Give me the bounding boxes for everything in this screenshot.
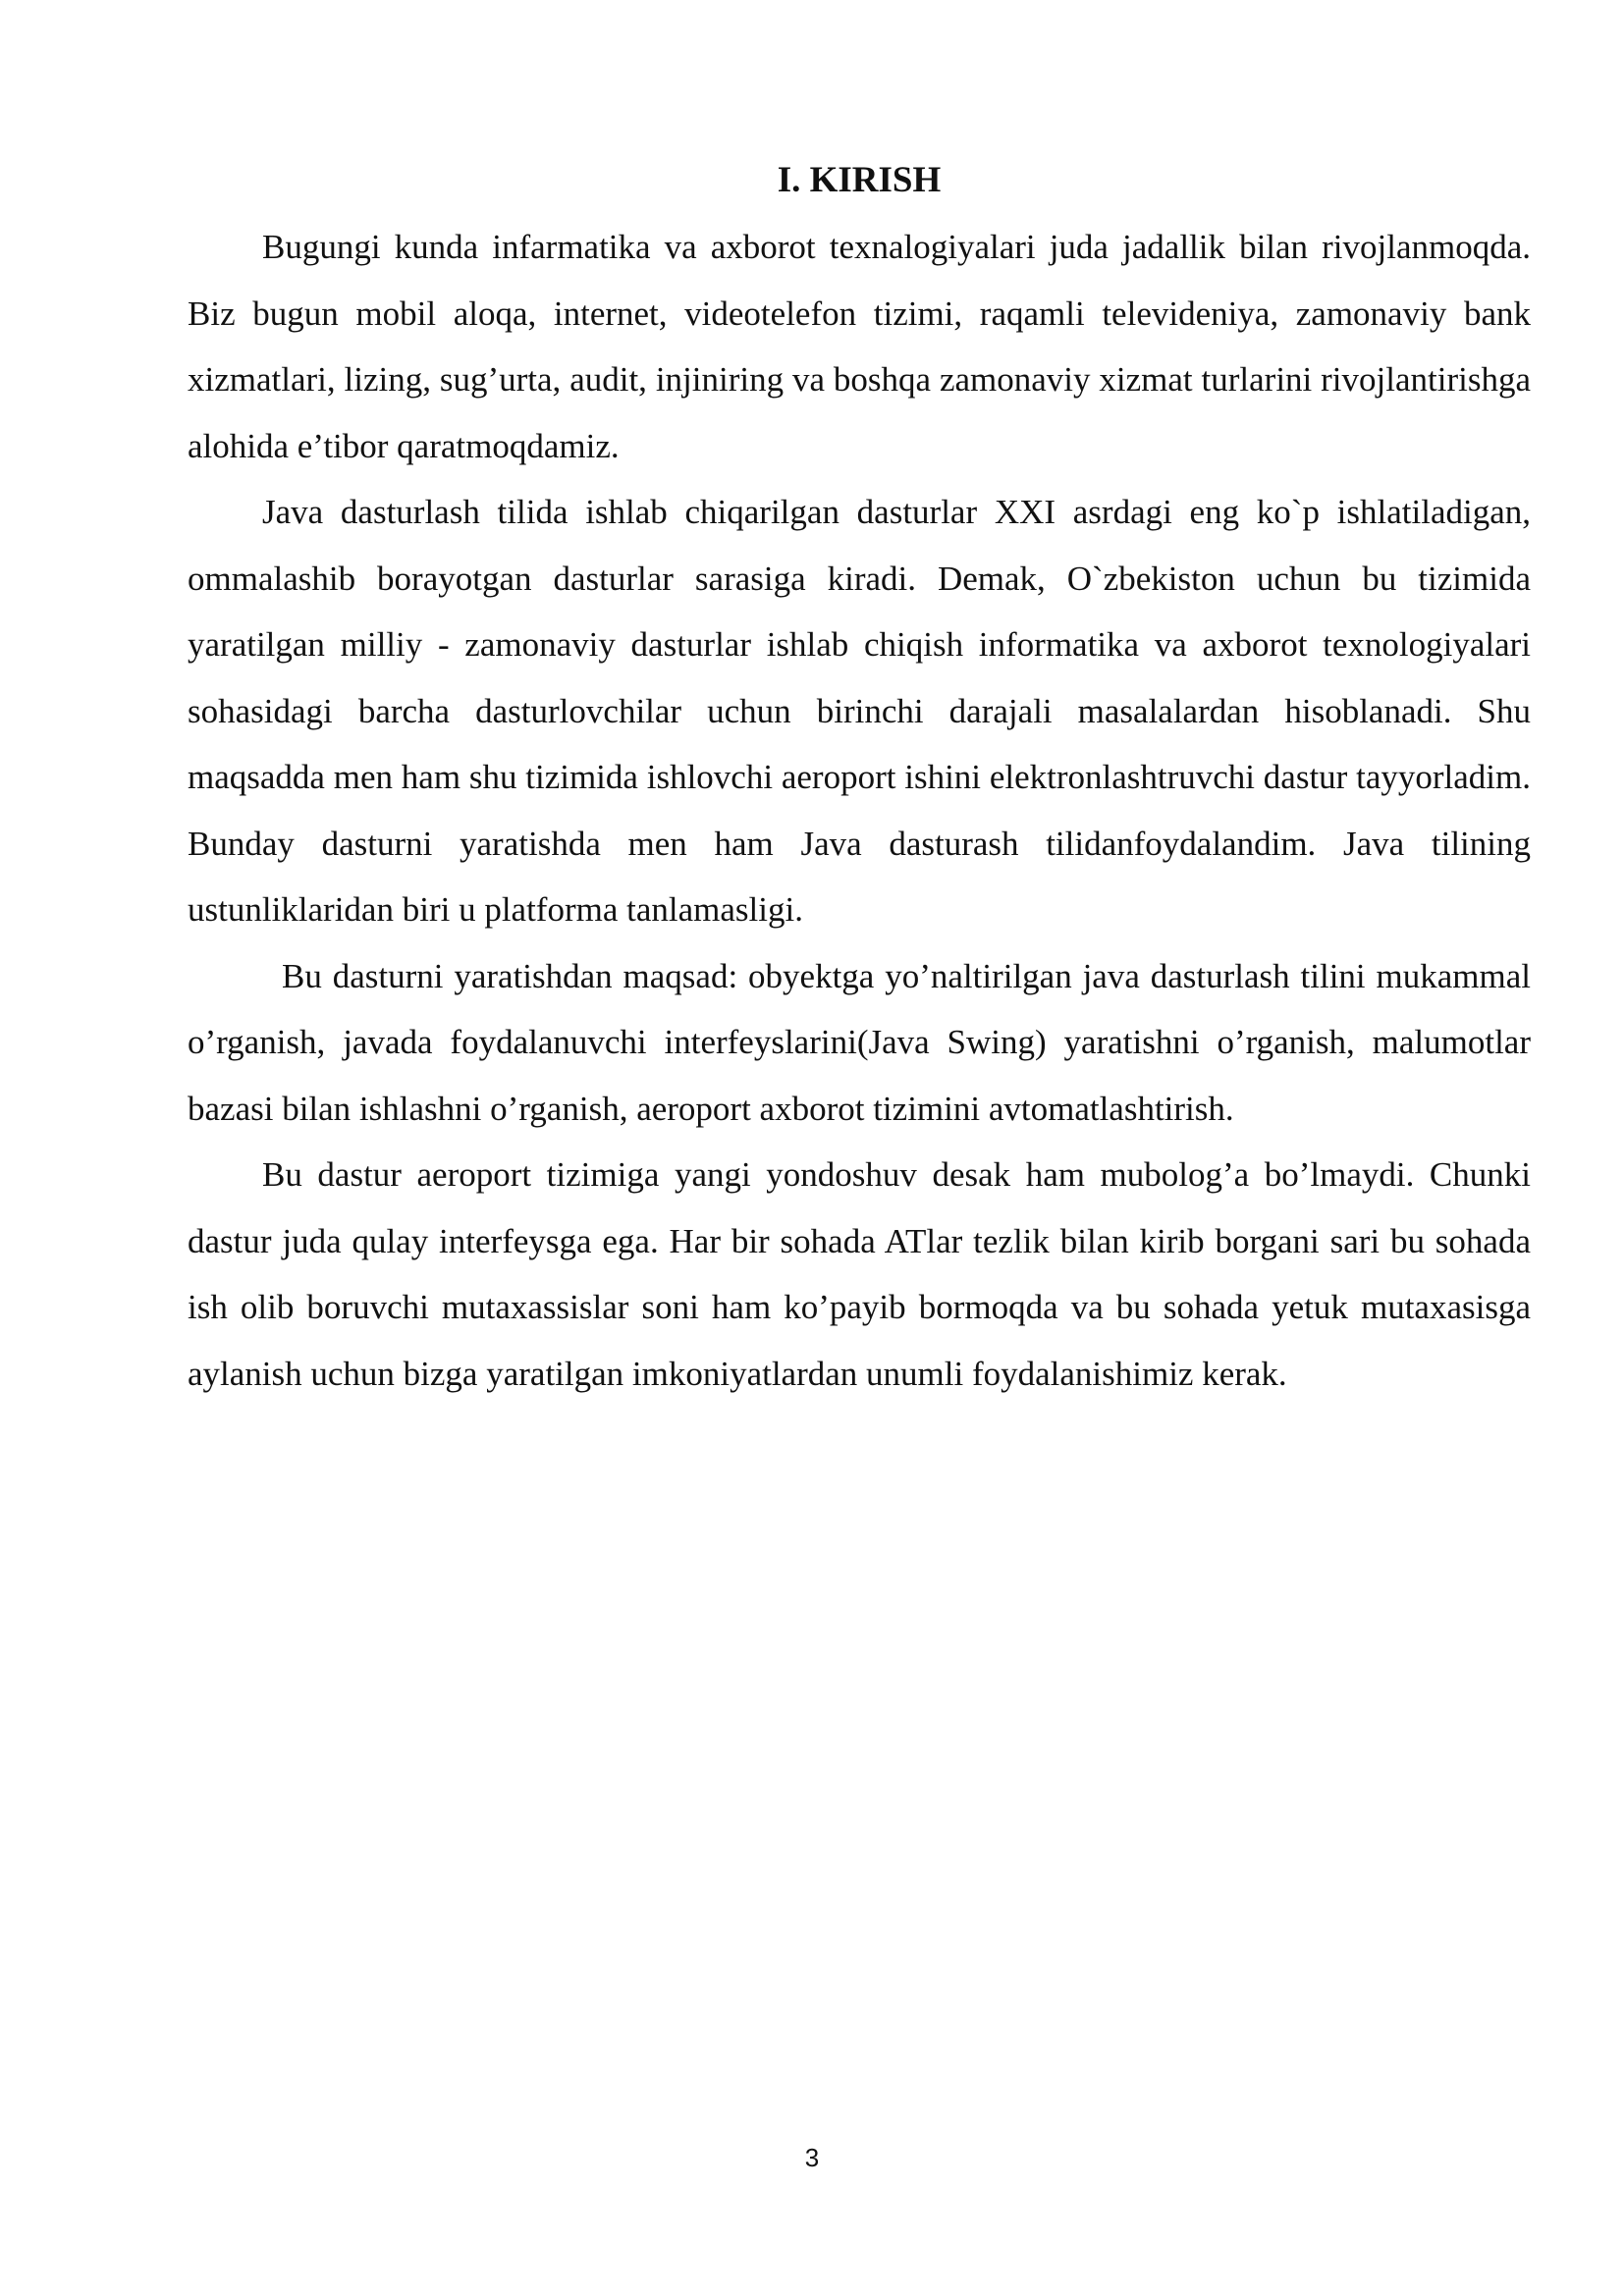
page-number: 3 [804,2143,820,2172]
section-heading: I. KIRISH [777,160,942,200]
paragraph-1: Bugungi kunda infarmatika va axborot texnalogiyalari juda jadallik bilan rivojlanmoqda. Biz bugun mobil aloqa, internet, videotelefon tizimi, raqamli televideniya, zamonaviy bank xizmatlari, lizing, sug’urta, audit, injiniring va boshqa zamonaviy xizmat turlarini rivojlantirishga alohida e’tibor qaratmoqdamiz. [188,228,1531,465]
paragraph-3: Bu dasturni yaratishdan maqsad: obyektga yo’naltirilgan java dasturlash tilini mukammal o’rganish, javada foydalanuvchi interfeyslarini(Java Swing) yaratishni o’rganish, malumotlar bazasi bilan ishlashni o’rganish, aeroport axborot tizimini avtomatlashtirish. [188,956,1531,1128]
paragraph-4: Bu dastur aeroport tizimiga yangi yondoshuv desak ham mubolog’a bo’lmaydi. Chunki dastur juda qulay interfeysga ega. Har bir sohada ATlar tezlik bilan kirib borgani sari bu sohada ish olib boruvchi mutaxassislar soni ham ko’payib bormoqda va bu sohada yetuk mutaxasisga aylanish uchun bizga yaratilgan imkoniyatlardan unumli foydalanishimiz kerak. [188,1155,1531,1393]
page-content [188,147,1531,1407]
paragraph-2: Java dasturlash tilida ishlab chiqarilgan dasturlar XXI asrdagi eng ko`p ishlatiladigan, ommalashib borayotgan dasturlar sarasiga kiradi. Demak, O`zbekiston uchun bu tizimida yaratilgan milliy - zamonaviy dasturlar ishlab chiqish informatika va axborot texnologiyalari sohasidagi barcha dasturlovchilar uchun birinchi darajali masalalardan hisoblanadi. Shu maqsadda men ham shu tizimida ishlovchi aeroport ishini elektronlashtruvchi dastur tayyorladim. Bunday dasturni yaratishda men ham Java dasturash tilidanfoydalandim. Java tilining ustunliklaridan biri u platforma tanlamasligi. [188,493,1531,929]
